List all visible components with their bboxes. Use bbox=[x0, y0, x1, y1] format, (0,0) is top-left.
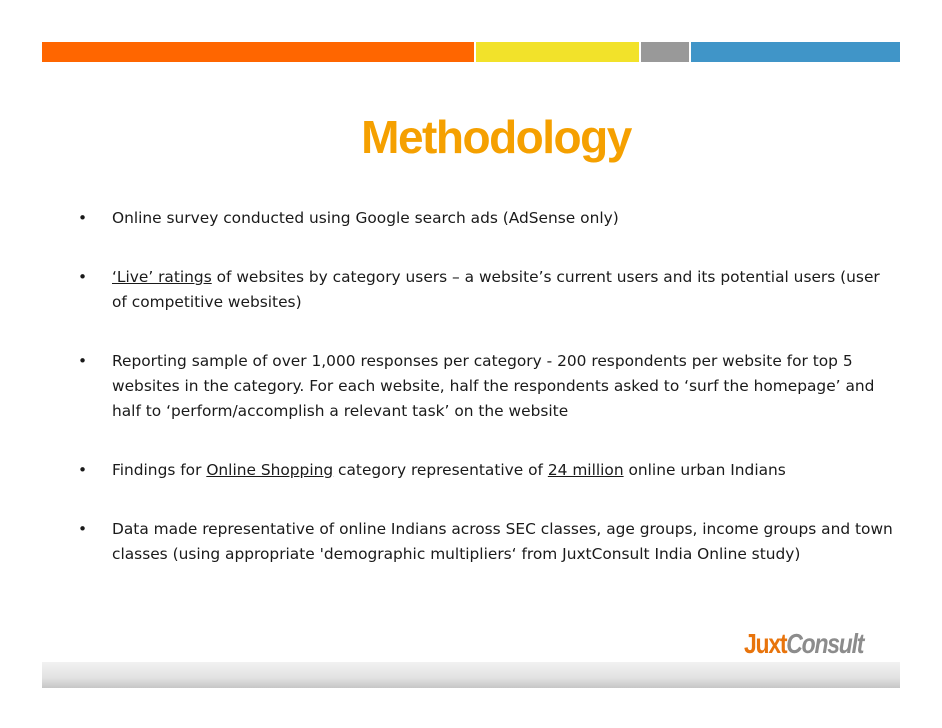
logo-part-juxt: Juxt bbox=[744, 628, 787, 659]
bullet-text: Data made representative of online Indians across SEC classes, age groups, income groups and town classes (using appropriate 'demographic multipliers‘ from JuxtConsult India Online study) bbox=[112, 520, 893, 563]
bullet-dot: • bbox=[78, 352, 88, 370]
logo-part-consult: Consult bbox=[786, 628, 864, 659]
bullet-item bbox=[78, 458, 898, 483]
juxtconsult-logo bbox=[744, 628, 863, 660]
bullet-text: Reporting sample of over 1,000 responses per category - 200 respondents per website for top 5 websites in the category. For each website, half the respondents asked to ‘surf the homepage’ and half to ‘perform/accomplish a relevant task’ on the website bbox=[112, 352, 875, 420]
bullet-dot: • bbox=[78, 461, 88, 479]
bar-segment-orange bbox=[42, 42, 474, 62]
user-count-text: 24 million bbox=[547, 461, 624, 479]
bullet-text: Findings for bbox=[112, 461, 207, 479]
bar-segment-blue bbox=[691, 42, 900, 62]
bullet-dot: • bbox=[78, 268, 88, 286]
slide-title: Methodology bbox=[361, 111, 631, 163]
bullet-text: of websites by category users – a website’s current users and its potential users (user of competitive websites) bbox=[112, 268, 880, 311]
bullet-text: category representative of bbox=[333, 461, 548, 479]
bullet-dot: • bbox=[78, 520, 88, 538]
bullet-item bbox=[78, 349, 898, 424]
header-color-bar bbox=[42, 42, 900, 62]
bullet-item bbox=[78, 206, 898, 231]
bullet-item bbox=[78, 265, 898, 315]
bar-segment-gray bbox=[641, 42, 689, 62]
live-ratings-text: ‘Live’ ratings bbox=[112, 268, 212, 286]
bullet-text: Online survey conducted using Google search ads (AdSense only) bbox=[112, 209, 619, 227]
bar-segment-yellow bbox=[476, 42, 639, 62]
bullet-list bbox=[78, 206, 898, 567]
bullet-dot: • bbox=[78, 209, 88, 227]
online-shopping-text: Online Shopping bbox=[206, 461, 334, 479]
footer-band bbox=[42, 662, 900, 688]
bullet-item bbox=[78, 517, 898, 567]
bullet-text: online urban Indians bbox=[623, 461, 786, 479]
